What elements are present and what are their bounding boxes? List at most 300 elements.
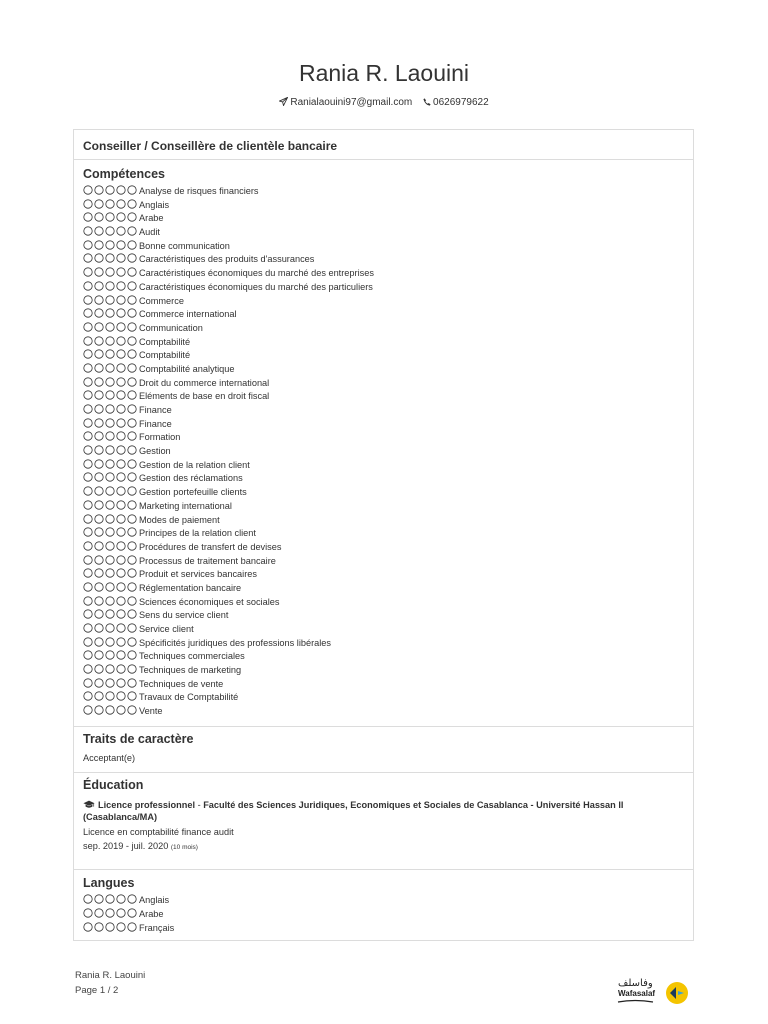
- rating-circle-icon: [84, 446, 92, 454]
- rating-circle-icon: [95, 213, 103, 221]
- graduation-cap-icon: [83, 800, 95, 809]
- rating-dots: [83, 322, 139, 332]
- skill-item-label: Audit: [139, 227, 160, 238]
- rating-dots: [83, 349, 139, 359]
- candidate-name: Rania R. Laouini: [298, 60, 470, 86]
- rating-circle-icon: [95, 282, 103, 290]
- skill-item-label: Comptabilité: [139, 336, 191, 347]
- rating-circle-icon: [95, 651, 103, 659]
- rating-circle-icon: [106, 909, 114, 917]
- skill-item: [83, 691, 374, 705]
- rating-dots: [83, 908, 139, 918]
- rating-circle-icon: [117, 909, 125, 917]
- rating-circle-icon: [84, 596, 92, 604]
- rating-circle-icon: [106, 487, 114, 495]
- skill-item-label: Commerce: [139, 295, 184, 306]
- rating-circle-icon: [106, 624, 114, 632]
- education-dates: sep. 2019 - juil. 2020: [83, 841, 169, 851]
- rating-circle-icon: [106, 706, 114, 714]
- rating-circle-icon: [84, 282, 92, 290]
- rating-circle-icon: [128, 446, 136, 454]
- rating-circle-icon: [117, 418, 125, 426]
- rating-dots: [83, 486, 139, 496]
- skill-item: [83, 212, 374, 226]
- rating-circle-icon: [128, 501, 136, 509]
- skill-item: [83, 486, 374, 500]
- rating-dots: [83, 541, 139, 551]
- rating-circle-icon: [95, 199, 103, 207]
- rating-circle-icon: [84, 418, 92, 426]
- rating-circle-icon: [117, 295, 125, 303]
- skill-item: [83, 377, 374, 391]
- rating-circle-icon: [95, 528, 103, 536]
- skill-item: [83, 582, 374, 596]
- rating-dots: [83, 678, 139, 688]
- languages-title: Langues: [83, 876, 135, 890]
- rating-circle-icon: [117, 637, 125, 645]
- rating-dots: [83, 267, 139, 277]
- rating-circle-icon: [95, 909, 103, 917]
- rating-circle-icon: [128, 377, 136, 385]
- rating-circle-icon: [95, 323, 103, 331]
- rating-circle-icon: [84, 528, 92, 536]
- rating-circle-icon: [84, 665, 92, 673]
- skill-item-label: Techniques de vente: [139, 678, 224, 689]
- rating-circle-icon: [117, 651, 125, 659]
- rating-dots: [83, 295, 139, 305]
- rating-circle-icon: [117, 692, 125, 700]
- rating-circle-icon: [106, 610, 114, 618]
- rating-circle-icon: [106, 596, 114, 604]
- rating-circle-icon: [106, 665, 114, 673]
- rating-circle-icon: [117, 473, 125, 481]
- rating-circle-icon: [106, 295, 114, 303]
- rating-circle-icon: [117, 528, 125, 536]
- skill-item-label: Vente: [139, 706, 163, 717]
- rating-circle-icon: [95, 555, 103, 563]
- rating-circle-icon: [128, 514, 136, 522]
- rating-circle-icon: [95, 446, 103, 454]
- rating-dots: [83, 691, 139, 701]
- contact-line: [0, 97, 768, 108]
- job-title: Conseiller / Conseillère de clientèle bancaire: [83, 139, 338, 153]
- rating-dots: [83, 212, 139, 222]
- rating-circle-icon: [117, 446, 125, 454]
- skill-item-label: Bonne communication: [139, 240, 230, 251]
- rating-circle-icon: [128, 391, 136, 399]
- rating-circle-icon: [95, 624, 103, 632]
- rating-circle-icon: [117, 895, 125, 903]
- paper-plane-icon: [279, 97, 288, 106]
- rating-circle-icon: [117, 323, 125, 331]
- rating-circle-icon: [128, 487, 136, 495]
- skill-item-label: Travaux de Comptabilité: [139, 692, 239, 703]
- rating-circle-icon: [128, 569, 136, 577]
- phone-icon: [423, 98, 431, 106]
- rating-circle-icon: [106, 460, 114, 468]
- rating-circle-icon: [117, 432, 125, 440]
- skill-item-label: Gestion portefeuille clients: [139, 487, 247, 498]
- rating-circle-icon: [84, 227, 92, 235]
- skill-item: [83, 336, 374, 350]
- rating-circle-icon: [84, 295, 92, 303]
- rating-circle-icon: [84, 637, 92, 645]
- rating-circle-icon: [106, 268, 114, 276]
- rating-circle-icon: [117, 309, 125, 317]
- rating-circle-icon: [128, 665, 136, 673]
- skill-item-label: Comptabilité: [139, 350, 191, 361]
- skill-item-label: Gestion des réclamations: [139, 473, 243, 484]
- trait-value: Acceptant(e): [83, 753, 136, 763]
- rating-circle-icon: [84, 542, 92, 550]
- skill-item-label: Communication: [139, 322, 203, 333]
- skill-item-label: Finance: [139, 418, 172, 429]
- rating-circle-icon: [84, 377, 92, 385]
- rating-circle-icon: [128, 227, 136, 235]
- language-item: [83, 894, 174, 908]
- rating-circle-icon: [128, 323, 136, 331]
- rating-circle-icon: [128, 199, 136, 207]
- rating-circle-icon: [117, 487, 125, 495]
- job-title-section: [74, 130, 693, 159]
- rating-dots: [83, 336, 139, 346]
- degree-separator: -: [195, 800, 204, 810]
- rating-circle-icon: [84, 350, 92, 358]
- rating-circle-icon: [84, 391, 92, 399]
- rating-dots: [83, 390, 139, 400]
- skill-item-label: Analyse de risques financiers: [139, 186, 259, 196]
- rating-circle-icon: [106, 542, 114, 550]
- rating-circle-icon: [106, 323, 114, 331]
- rating-dots: [83, 894, 139, 904]
- rating-circle-icon: [128, 651, 136, 659]
- rating-circle-icon: [84, 241, 92, 249]
- rating-circle-icon: [128, 460, 136, 468]
- traits-title: Traits de caractère: [83, 732, 194, 746]
- skill-item-label: Formation: [139, 432, 181, 443]
- skill-item: [83, 349, 374, 363]
- education-duration: (10 mois): [170, 844, 198, 851]
- rating-circle-icon: [128, 895, 136, 903]
- rating-circle-icon: [128, 268, 136, 276]
- skill-item-label: Caractéristiques économiques du marché des entreprises: [139, 268, 374, 279]
- rating-dots: [83, 527, 139, 537]
- rating-circle-icon: [117, 186, 125, 194]
- skill-item: [83, 418, 374, 432]
- rating-circle-icon: [117, 501, 125, 509]
- rating-circle-icon: [106, 651, 114, 659]
- rating-circle-icon: [117, 391, 125, 399]
- rating-circle-icon: [128, 405, 136, 413]
- rating-circle-icon: [95, 501, 103, 509]
- rating-circle-icon: [117, 254, 125, 262]
- rating-circle-icon: [95, 350, 103, 358]
- language-item: [83, 908, 174, 922]
- rating-circle-icon: [117, 922, 125, 930]
- rating-circle-icon: [95, 637, 103, 645]
- education-description: Licence en comptabilité finance audit: [83, 827, 234, 837]
- skill-item-label: Finance: [139, 405, 172, 415]
- degree-name: Licence professionnel: [98, 800, 196, 810]
- rating-circle-icon: [106, 583, 114, 591]
- rating-circle-icon: [117, 350, 125, 358]
- rating-circle-icon: [95, 241, 103, 249]
- rating-circle-icon: [117, 665, 125, 673]
- rating-circle-icon: [128, 473, 136, 481]
- skill-item: [83, 308, 374, 322]
- rating-dots: [83, 472, 139, 482]
- rating-circle-icon: [106, 418, 114, 426]
- rating-dots: [83, 226, 139, 236]
- skill-item-label: Arabe: [139, 213, 164, 224]
- skill-item: [83, 678, 374, 692]
- rating-circle-icon: [128, 922, 136, 930]
- language-item-label: Arabe: [139, 908, 164, 919]
- skill-item: [83, 500, 374, 514]
- language-item-label: Anglais: [139, 895, 170, 905]
- rating-circle-icon: [106, 227, 114, 235]
- rating-circle-icon: [106, 391, 114, 399]
- rating-circle-icon: [84, 624, 92, 632]
- rating-circle-icon: [84, 569, 92, 577]
- rating-dots: [83, 363, 139, 373]
- rating-circle-icon: [95, 254, 103, 262]
- wafasalaf-logo: [617, 975, 689, 1011]
- rating-circle-icon: [117, 364, 125, 372]
- skill-item-label: Spécificités juridiques des professions libérales: [139, 637, 332, 648]
- rating-circle-icon: [117, 268, 125, 276]
- skill-item-label: Réglementation bancaire: [139, 582, 242, 593]
- rating-circle-icon: [128, 610, 136, 618]
- rating-circle-icon: [117, 377, 125, 385]
- rating-circle-icon: [106, 692, 114, 700]
- rating-circle-icon: [95, 922, 103, 930]
- rating-circle-icon: [128, 692, 136, 700]
- skill-item: [83, 267, 374, 281]
- rating-circle-icon: [95, 692, 103, 700]
- rating-dots: [83, 609, 139, 619]
- language-item-label: Français: [139, 922, 175, 933]
- rating-circle-icon: [95, 679, 103, 687]
- rating-circle-icon: [117, 405, 125, 413]
- resume-frame: [73, 129, 694, 941]
- rating-circle-icon: [84, 268, 92, 276]
- rating-circle-icon: [117, 199, 125, 207]
- rating-circle-icon: [117, 282, 125, 290]
- skill-item: [83, 185, 374, 199]
- rating-circle-icon: [128, 624, 136, 632]
- rating-circle-icon: [84, 909, 92, 917]
- skill-item-label: Marketing international: [139, 500, 232, 511]
- rating-circle-icon: [128, 364, 136, 372]
- rating-circle-icon: [106, 213, 114, 221]
- skill-item: [83, 253, 374, 267]
- skill-item: [83, 664, 374, 678]
- rating-circle-icon: [106, 309, 114, 317]
- skill-item: [83, 322, 374, 336]
- skill-item: [83, 650, 374, 664]
- skill-item: [83, 637, 374, 651]
- rating-circle-icon: [95, 610, 103, 618]
- rating-circle-icon: [84, 309, 92, 317]
- rating-circle-icon: [106, 377, 114, 385]
- education-entry: [83, 799, 673, 823]
- rating-circle-icon: [95, 418, 103, 426]
- footer-name: Rania R. Laouini: [75, 970, 146, 981]
- rating-circle-icon: [128, 909, 136, 917]
- rating-circle-icon: [128, 213, 136, 221]
- traits-section: [74, 726, 693, 773]
- rating-circle-icon: [84, 336, 92, 344]
- rating-dots: [83, 500, 139, 510]
- skill-item-label: Gestion de la relation client: [139, 459, 250, 470]
- rating-circle-icon: [117, 227, 125, 235]
- rating-circle-icon: [95, 596, 103, 604]
- rating-circle-icon: [95, 377, 103, 385]
- footer-page-number: Page 1 / 2: [75, 985, 119, 996]
- rating-circle-icon: [117, 624, 125, 632]
- rating-circle-icon: [84, 692, 92, 700]
- skill-item: [83, 226, 374, 240]
- rating-dots: [83, 418, 139, 428]
- rating-circle-icon: [128, 282, 136, 290]
- skill-item: [83, 281, 374, 295]
- skill-item-label: Principes de la relation client: [139, 528, 256, 539]
- rating-dots: [83, 596, 139, 606]
- skill-item-label: Service client: [139, 624, 194, 634]
- skill-item: [83, 459, 374, 473]
- education-dates-line: [83, 841, 198, 851]
- rating-circle-icon: [117, 336, 125, 344]
- skill-item: [83, 514, 374, 528]
- rating-circle-icon: [117, 555, 125, 563]
- rating-circle-icon: [95, 895, 103, 903]
- rating-circle-icon: [84, 432, 92, 440]
- logo-arabic-text: وفاسلف: [618, 978, 653, 989]
- rating-circle-icon: [128, 295, 136, 303]
- rating-circle-icon: [95, 542, 103, 550]
- rating-circle-icon: [117, 213, 125, 221]
- skill-item-label: Caractéristiques économiques du marché des particuliers: [139, 281, 373, 292]
- rating-circle-icon: [128, 418, 136, 426]
- logo-latin-text: Wafasalaf: [618, 989, 656, 998]
- skill-item: [83, 705, 374, 719]
- skill-item: [83, 472, 374, 486]
- rating-circle-icon: [106, 446, 114, 454]
- rating-circle-icon: [128, 528, 136, 536]
- rating-circle-icon: [84, 213, 92, 221]
- rating-circle-icon: [84, 199, 92, 207]
- rating-circle-icon: [117, 596, 125, 604]
- skill-item-label: Anglais: [139, 199, 170, 210]
- rating-dots: [83, 308, 139, 318]
- skill-item-label: Procédures de transfert de devises: [139, 541, 282, 552]
- education-title: Éducation: [83, 778, 144, 792]
- rating-circle-icon: [106, 528, 114, 536]
- rating-circle-icon: [106, 514, 114, 522]
- email-contact[interactable]: [279, 97, 412, 108]
- rating-circle-icon: [84, 514, 92, 522]
- rating-dots: [83, 199, 139, 209]
- skill-item-label: Eléments de base en droit fiscal: [139, 391, 270, 402]
- rating-circle-icon: [117, 514, 125, 522]
- rating-circle-icon: [95, 336, 103, 344]
- rating-circle-icon: [106, 350, 114, 358]
- skill-item: [83, 623, 374, 637]
- rating-circle-icon: [117, 460, 125, 468]
- rating-circle-icon: [128, 432, 136, 440]
- rating-circle-icon: [117, 569, 125, 577]
- rating-circle-icon: [95, 364, 103, 372]
- rating-circle-icon: [106, 501, 114, 509]
- skill-item-label: Caractéristiques des produits d'assurances: [139, 254, 315, 265]
- rating-dots: [83, 582, 139, 592]
- rating-circle-icon: [106, 637, 114, 645]
- skill-item: [83, 527, 374, 541]
- logo-circle-icon: [666, 982, 688, 1004]
- rating-circle-icon: [95, 460, 103, 468]
- rating-dots: [83, 281, 139, 291]
- rating-circle-icon: [117, 542, 125, 550]
- rating-circle-icon: [106, 364, 114, 372]
- languages-list: [83, 894, 174, 935]
- rating-circle-icon: [84, 583, 92, 591]
- skill-item-label: Commerce international: [139, 309, 237, 320]
- rating-dots: [83, 705, 139, 715]
- rating-dots: [83, 459, 139, 469]
- skill-item-label: Processus de traitement bancaire: [139, 555, 276, 566]
- rating-circle-icon: [84, 473, 92, 481]
- skill-item: [83, 568, 374, 582]
- rating-circle-icon: [106, 922, 114, 930]
- skill-item: [83, 404, 374, 418]
- rating-circle-icon: [95, 268, 103, 276]
- rating-circle-icon: [84, 651, 92, 659]
- skill-item: [83, 390, 374, 404]
- rating-circle-icon: [128, 583, 136, 591]
- language-item: [83, 922, 174, 936]
- skill-item: [83, 199, 374, 213]
- skill-item-label: Comptabilité analytique: [139, 363, 235, 374]
- rating-circle-icon: [106, 199, 114, 207]
- rating-circle-icon: [117, 679, 125, 687]
- phone-contact[interactable]: [423, 97, 489, 108]
- rating-dots: [83, 637, 139, 647]
- rating-circle-icon: [95, 583, 103, 591]
- rating-circle-icon: [106, 336, 114, 344]
- rating-circle-icon: [128, 350, 136, 358]
- rating-circle-icon: [95, 569, 103, 577]
- rating-circle-icon: [84, 186, 92, 194]
- rating-circle-icon: [95, 295, 103, 303]
- skill-item-label: Modes de paiement: [139, 514, 220, 525]
- rating-dots: [83, 240, 139, 250]
- rating-dots: [83, 555, 139, 565]
- rating-circle-icon: [117, 583, 125, 591]
- rating-circle-icon: [128, 542, 136, 550]
- rating-circle-icon: [84, 501, 92, 509]
- skill-item-label: Produit et services bancaires: [139, 569, 257, 580]
- rating-circle-icon: [95, 391, 103, 399]
- rating-circle-icon: [95, 514, 103, 522]
- rating-circle-icon: [84, 610, 92, 618]
- rating-dots: [83, 514, 139, 524]
- rating-circle-icon: [128, 706, 136, 714]
- rating-circle-icon: [106, 241, 114, 249]
- skill-item: [83, 445, 374, 459]
- rating-circle-icon: [95, 473, 103, 481]
- skill-item: [83, 363, 374, 377]
